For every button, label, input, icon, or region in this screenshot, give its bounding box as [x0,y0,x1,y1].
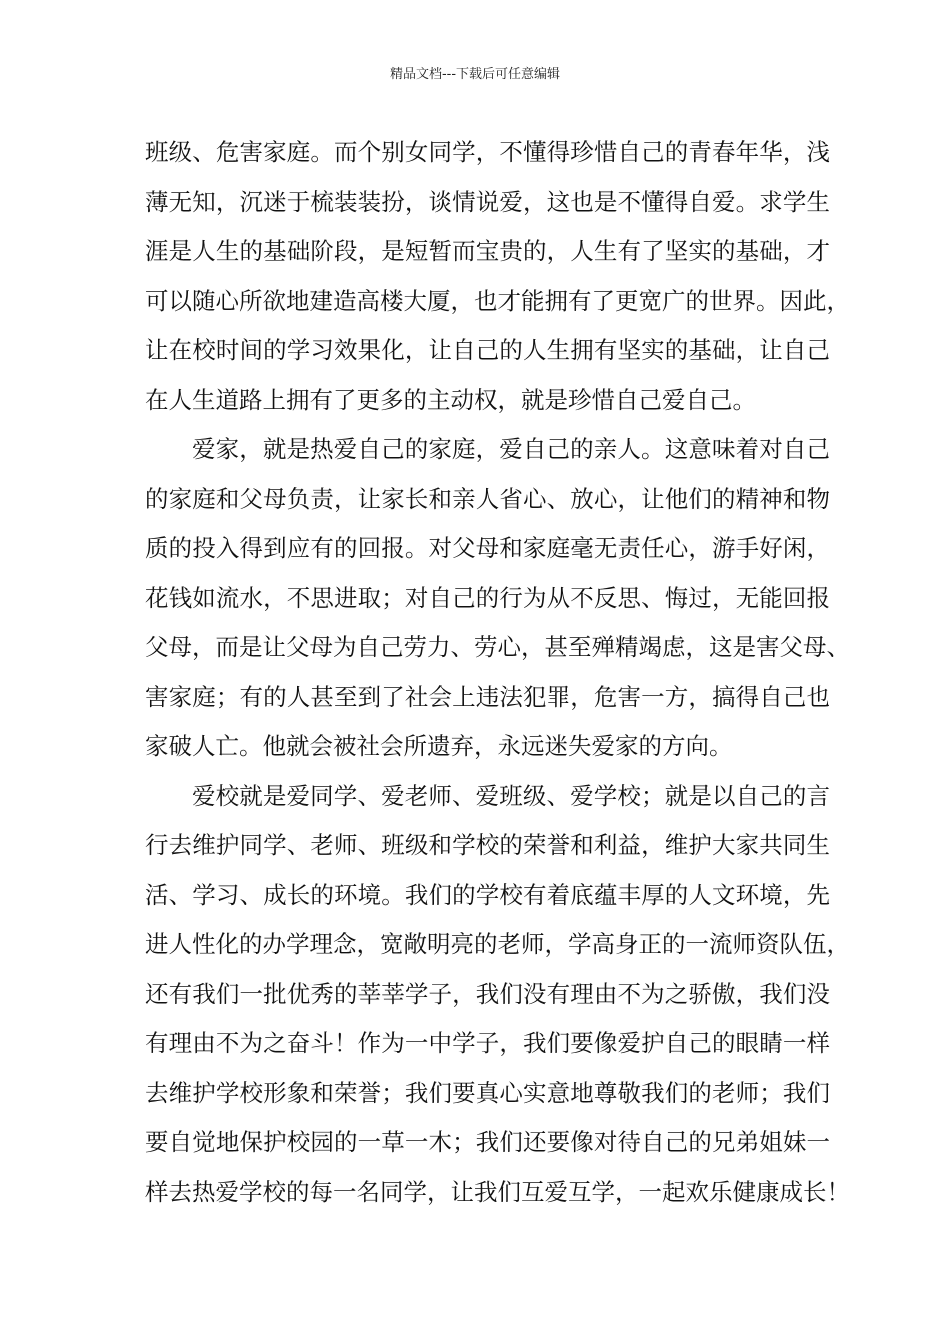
text-line: 家破人亡。他就会被社会所遗弃，永远迷失爱家的方向。 [145,732,733,760]
text-line: 要自觉地保护校园的一草一木；我们还要像对待自己的兄弟姐妹一 [145,1128,830,1156]
paragraph-2 [145,425,850,772]
text-line: 有理由不为之奋斗！作为一中学子，我们要像爱护自己的眼睛一样 [145,1029,830,1057]
body-text [145,128,850,1217]
text-line: 样去热爱学校的每一名同学，让我们互爱互学，一起欢乐健康成长！ [145,1177,850,1206]
text-line: 让在校时间的学习效果化，让自己的人生拥有坚实的基础，让自己 [145,336,830,364]
text-line: 行去维护同学、老师、班级和学校的荣誉和利益，维护大家共同生 [145,831,830,859]
text-line: 可以随心所欲地建造高楼大厦，也才能拥有了更宽广的世界。因此， [145,286,850,315]
text-line: 在人生道路上拥有了更多的主动权，就是珍惜自己爱自己。 [145,385,756,414]
page-header: 精品文档---下载后可任意编辑 [389,67,561,82]
paragraph-1 [145,128,850,425]
text-line: 父母，而是让父母为自己劳力、劳心，甚至殚精竭虑，这是害父母、 [145,633,850,661]
text-line: 班级、危害家庭。而个别女同学，不懂得珍惜自己的青春年华，浅 [145,138,830,166]
text-line: 进人性化的办学理念，宽敞明亮的老师，学高身正的一流师资队伍， [145,930,850,958]
text-line: 质的投入得到应有的回报。对父母和家庭毫无责任心，游手好闲， [145,534,830,562]
text-line: 爱校就是爱同学、爱老师、爱班级、爱学校；就是以自己的言 [192,781,830,810]
text-line: 爱家，就是热爱自己的家庭，爱自己的亲人。这意味着对自己 [192,435,830,463]
text-line: 活、学习、成长的环境。我们的学校有着底蕴丰厚的人文环境，先 [145,880,830,909]
text-line: 害家庭；有的人甚至到了社会上违法犯罪，危害一方，搞得自己也 [145,682,830,711]
text-line: 花钱如流水，不思进取；对自己的行为从不反思、悔过，无能回报 [145,583,830,612]
text-line: 还有我们一批优秀的莘莘学子，我们没有理由不为之骄傲，我们没 [145,979,830,1008]
text-line: 去维护学校形象和荣誉；我们要真心实意地尊敬我们的老师；我们 [145,1078,830,1107]
text-line: 涯是人生的基础阶段，是短暂而宝贵的，人生有了坚实的基础，才 [145,237,830,265]
paragraph-3 [145,772,850,1218]
text-line: 薄无知，沉迷于梳装装扮，谈情说爱，这也是不懂得自爱。求学生 [145,187,830,216]
text-line: 的家庭和父母负责，让家长和亲人省心、放心，让他们的精神和物 [145,484,830,513]
